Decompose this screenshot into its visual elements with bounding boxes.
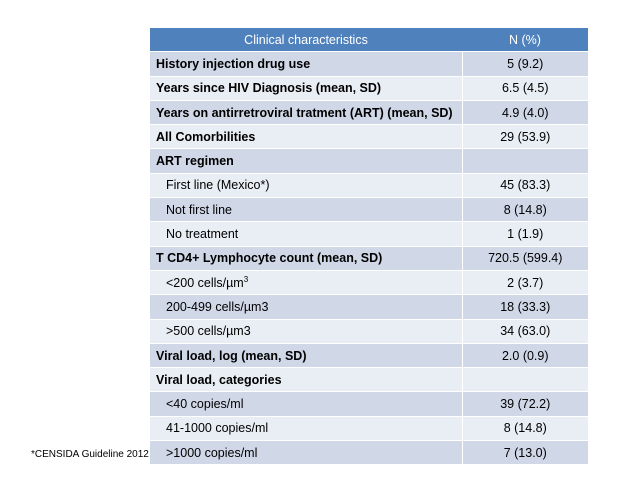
table-row [150, 343, 588, 367]
row-label [150, 270, 462, 294]
table-row [150, 100, 588, 124]
row-label-text: Years since HIV Diagnosis (mean, SD) [156, 81, 382, 96]
row-value: 2 (3.7) [462, 270, 588, 294]
row-label [150, 343, 462, 367]
row-label [150, 125, 462, 149]
row-value: 5 (9.2) [462, 52, 588, 76]
row-label-text: 200-499 cells/µm3 [166, 299, 269, 314]
table-row [150, 76, 588, 100]
row-value: 7 (13.0) [462, 441, 588, 465]
row-label-text: History injection drug use [156, 56, 311, 71]
table-row [150, 222, 588, 246]
row-label-text: >500 cells/µm3 [166, 324, 251, 339]
table-row [150, 319, 588, 343]
table-header-row [150, 28, 588, 52]
row-value: 1 (1.9) [462, 222, 588, 246]
row-value: 4.9 (4.0) [462, 100, 588, 124]
row-label [150, 222, 462, 246]
row-label [150, 246, 462, 270]
row-label [150, 319, 462, 343]
table-row [150, 441, 588, 465]
row-value: 18 (33.3) [462, 295, 588, 319]
row-value [462, 149, 588, 173]
row-value: 8 (14.8) [462, 198, 588, 222]
row-label-text: >1000 copies/ml [166, 445, 258, 460]
table-row [150, 149, 588, 173]
row-label [150, 416, 462, 440]
row-label [150, 198, 462, 222]
row-value: 8 (14.8) [462, 416, 588, 440]
table-row [150, 246, 588, 270]
row-label-text: Years on antirretroviral tratment (ART) (mean, SD) [156, 105, 453, 120]
table-row [150, 270, 588, 294]
row-label [150, 392, 462, 416]
table-row [150, 173, 588, 197]
row-label-text: Viral load, categories [156, 372, 282, 387]
row-label [150, 368, 462, 392]
row-value: 45 (83.3) [462, 173, 588, 197]
row-value: 720.5 (599.4) [462, 246, 588, 270]
row-value [462, 368, 588, 392]
table-row [150, 295, 588, 319]
row-label-text: ART regimen [156, 154, 234, 169]
table-row [150, 52, 588, 76]
row-label-text: First line (Mexico*) [166, 178, 270, 193]
clinical-characteristics-table [150, 28, 588, 465]
row-value: 6.5 (4.5) [462, 76, 588, 100]
row-label [150, 441, 462, 465]
row-label-text: Viral load, log (mean, SD) [156, 348, 307, 363]
row-label [150, 52, 462, 76]
row-value: 39 (72.2) [462, 392, 588, 416]
row-label-text: Not first line [166, 202, 232, 217]
row-value: 2.0 (0.9) [462, 343, 588, 367]
row-value: 29 (53.9) [462, 125, 588, 149]
row-value: 34 (63.0) [462, 319, 588, 343]
table-row [150, 368, 588, 392]
row-label-text: <40 copies/ml [166, 397, 244, 412]
table-row [150, 198, 588, 222]
row-label [150, 149, 462, 173]
row-label-superscript: 3 [243, 275, 249, 285]
row-label-text: All Comorbilities [156, 129, 256, 144]
row-label-text: <200 cells/µm [166, 276, 244, 291]
row-label-text: T CD4+ Lymphocyte count (mean, SD) [156, 251, 383, 266]
row-label [150, 100, 462, 124]
footnote: *CENSIDA Guideline 2012 [31, 449, 149, 460]
table-row [150, 125, 588, 149]
row-label [150, 295, 462, 319]
table-row [150, 416, 588, 440]
header-value: N (%) [462, 28, 588, 52]
table-row [150, 392, 588, 416]
row-label [150, 76, 462, 100]
header-characteristic: Clinical characteristics [150, 28, 462, 52]
row-label-text: No treatment [166, 227, 239, 242]
row-label [150, 173, 462, 197]
row-label-text: 41-1000 copies/ml [166, 421, 269, 436]
